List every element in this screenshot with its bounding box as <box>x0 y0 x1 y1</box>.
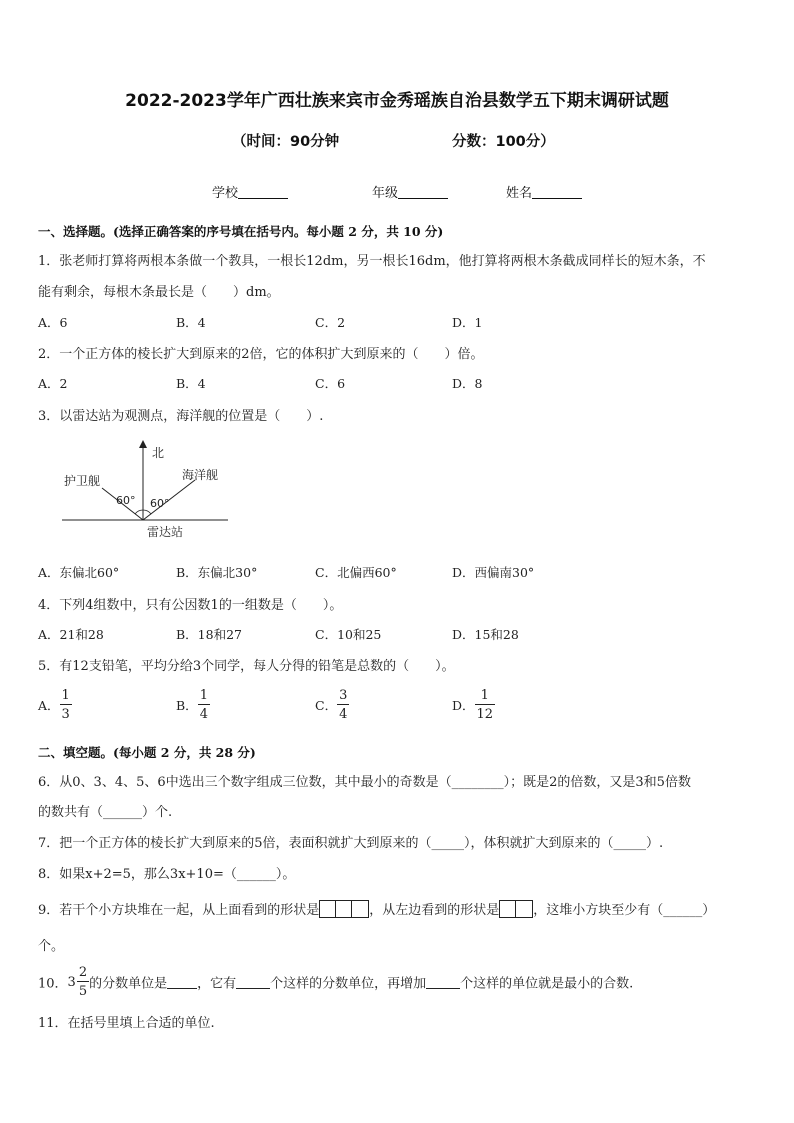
radar-diagram <box>56 438 236 543</box>
q8-text: 8．如果x+2=5，那么3x+10=（______）。 <box>38 867 296 882</box>
q3-text: 3．以雷达站为观测点，海洋舰的位置是（ ）. <box>38 409 324 424</box>
q11-text: 11．在括号里填上合适的单位. <box>38 1016 215 1031</box>
page-title: 2022-2023学年广西壮族来宾市金秀瑶族自治县数学五下期末调研试题 <box>125 91 669 111</box>
mixed-fraction <box>77 966 89 998</box>
q5-option-b-fraction <box>198 689 210 721</box>
angle-arc-right <box>143 510 151 514</box>
angle-right-label: 60° <box>150 497 170 510</box>
grade-field[interactable] <box>372 182 448 201</box>
q2-option-b[interactable]: B．4 <box>176 376 206 391</box>
mixed-whole: 3 <box>67 974 76 990</box>
angle-left-label: 60° <box>116 494 136 507</box>
section1-heading: 一、选择题。(选择正确答案的序号填在括号内。每小题 2 分，共 10 分) <box>38 224 444 239</box>
angle-arc-left <box>135 510 143 514</box>
q10-blank-1[interactable] <box>167 976 197 989</box>
q3-option-d[interactable]: D．西偏南30° <box>452 565 535 580</box>
q5-option-d[interactable] <box>452 689 495 721</box>
fraction-denominator: 3 <box>61 707 70 722</box>
q4-option-d[interactable]: D．15和28 <box>452 627 519 642</box>
grade-blank[interactable] <box>398 185 448 199</box>
q2-option-d[interactable]: D．8 <box>452 376 483 391</box>
q3-option-c[interactable]: C．北偏西60° <box>315 565 397 580</box>
q1-option-b[interactable]: B．4 <box>176 315 206 330</box>
q4-option-b[interactable]: B．18和27 <box>176 627 242 642</box>
q5-option-d-label: D． <box>452 698 475 713</box>
q3-option-a[interactable]: A．东偏北60° <box>38 565 120 580</box>
q2-text: 2．一个正方体的棱长扩大到原来的2倍，它的体积扩大到原来的（ ）倍。 <box>38 347 484 362</box>
q1-option-c[interactable]: C．2 <box>315 315 346 330</box>
q5-option-b-label: B． <box>176 698 198 713</box>
q1-option-a[interactable]: A．6 <box>38 315 68 330</box>
q1-option-d[interactable]: D．1 <box>452 315 483 330</box>
q10-part4: 个这样的单位就是最小的合数. <box>460 976 634 992</box>
q10-blank-3[interactable] <box>426 976 460 989</box>
fraction-denominator: 5 <box>78 984 88 999</box>
fraction-denominator: 12 <box>476 707 494 722</box>
station-label: 雷达站 <box>147 525 184 539</box>
q10-part2: ，它有 <box>197 976 237 992</box>
q10-part1: 的分数单位是 <box>89 976 168 992</box>
q5-option-b[interactable] <box>176 689 210 721</box>
q10-mixed-number <box>68 966 90 998</box>
q1-line1: 1．张老师打算将两根本条做一个教具，一根长12dm，另一根长16dm，他打算将两根木条截成同样长的短木条，不 <box>38 254 706 269</box>
q5-option-a-fraction <box>60 689 72 721</box>
q6-line1: 6．从0、3、4、5、6中选出三个数字组成三位数，其中最小的奇数是（________）；既是2的倍数，又是3和5倍数 <box>38 775 691 790</box>
fraction-numerator: 2 <box>78 965 88 980</box>
north-label: 北 <box>152 446 165 460</box>
grade-label: 年级 <box>372 186 399 201</box>
q2-option-c[interactable]: C．6 <box>315 376 346 391</box>
q10-part3: 个这样的分数单位，再增加 <box>270 976 427 992</box>
q9-line1 <box>38 899 715 918</box>
fraction-numerator: 1 <box>475 689 496 705</box>
q4-option-c[interactable]: C．10和25 <box>315 627 382 642</box>
left-view-shape <box>499 900 533 918</box>
q4-option-a[interactable]: A．21和28 <box>38 627 104 642</box>
name-blank[interactable] <box>532 185 582 199</box>
name-field[interactable] <box>506 182 582 201</box>
q5-option-c-fraction <box>337 689 349 721</box>
name-label: 姓名 <box>506 186 533 201</box>
school-label: 学校 <box>212 186 239 201</box>
exam-time: （时间：90分钟 <box>232 134 340 150</box>
q5-text: 5．有12支铅笔，平均分给3个同学，每人分得的铅笔是总数的（ ）。 <box>38 659 455 674</box>
q6-line2: 的数共有（______）个. <box>38 805 173 820</box>
ocean-label: 海洋舰 <box>182 468 219 482</box>
fraction-denominator: 4 <box>199 707 208 722</box>
q5-option-a[interactable] <box>38 689 72 721</box>
q10-text <box>38 966 633 998</box>
q9-part3: ，这堆小方块至少有（______） <box>533 903 716 918</box>
fraction-numerator: 3 <box>339 688 348 703</box>
section2-heading: 二、填空题。(每小题 2 分，共 28 分) <box>38 745 256 760</box>
fraction-numerator: 1 <box>199 688 208 703</box>
q7-text: 7．把一个正方体的棱长扩大到原来的5倍，表面积就扩大到原来的（_____），体积就扩大到原来的（_____）. <box>38 836 664 851</box>
q10-prefix: 10． <box>38 976 68 992</box>
q9-line2: 个。 <box>38 939 65 954</box>
q5-option-d-fraction <box>475 689 496 721</box>
q4-text: 4．下列4组数中，只有公因数1的一组数是（ ）。 <box>38 598 343 613</box>
q10-blank-2[interactable] <box>236 976 270 989</box>
q5-option-c-label: C． <box>315 698 338 713</box>
q9-part2: ，从左边看到的形状是 <box>369 903 500 918</box>
q2-option-a[interactable]: A．2 <box>38 376 68 391</box>
escort-label: 护卫舰 <box>64 474 101 488</box>
exam-score: 分数：100分） <box>452 134 555 150</box>
q3-option-b[interactable]: B．东偏北30° <box>176 565 258 580</box>
fraction-numerator: 1 <box>61 688 70 703</box>
q9-part1: 9．若干个小方块堆在一起，从上面看到的形状是 <box>38 903 320 918</box>
school-blank[interactable] <box>238 185 288 199</box>
top-view-shape <box>319 900 369 918</box>
q1-line2: 能有剩余，每根木条最长是（ ）dm。 <box>38 285 280 300</box>
q5-option-c[interactable] <box>315 689 349 721</box>
fraction-denominator: 4 <box>339 707 348 722</box>
school-field[interactable] <box>212 182 288 201</box>
q5-option-a-label: A． <box>38 698 60 713</box>
